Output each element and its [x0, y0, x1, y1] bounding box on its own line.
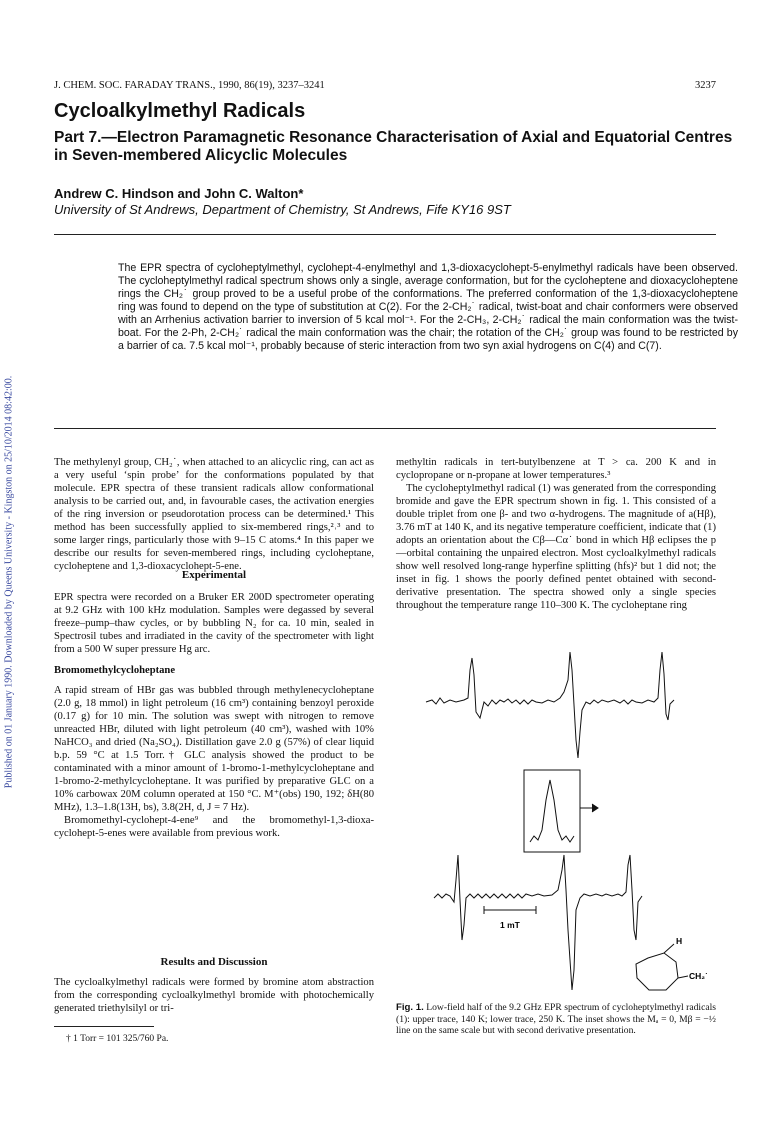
footnote: † 1 Torr = 101 325/760 Pa.	[66, 1034, 169, 1044]
right-column-text: methyltin radicals in tert-butylbenzene at T > ca. 200 K and in cyclopropane or n-propane at lower temperatures.³ The cycloheptylmethyl radical (1) was generated from the corresponding bromide and gave the EPR spectrum shown in fig. 1. This consisted of a double triplet from one β- and two α-hydrogens. The magnitude of a(Hβ), 3.76 mT at 140 K, and its negative temperature coefficient, indicate that (1) adopts an orientation about the Cβ—Cα˙ bond in which Hβ eclipses the p—orbital containing the unpaired electron. Most cycloalkylmethyl radicals show well resolved long-range hyperfine splitting (hfs)² but 1 did not; the inset in fig. 1 shows the poorly defined pentet obtained with second-derivative presentation. The spectra showed only a single species throughout the temperature range 110–300 K. The cycloheptane ring	[396, 457, 716, 611]
ring-ch2-label: CH₂˙	[689, 971, 708, 981]
abstract: The EPR spectra of cycloheptylmethyl, cyclohept-4-enylmethyl and 1,3-dioxacyclohept-5-enylmethyl radicals have been observed. The cycloheptylmethyl radical spectrum shows only a single, average conformation, but for the cycloheptene and dioxacycloheptene rings the CH₂˙ group proved to be a useful probe of the conformations. The preferred conformation of the 1,3-dioxacycloheptene ring was found to depend on the type of substitution at C(2). For the 2-CH₂˙ radical, twist-boat and chair conformers were observed with an Arrhenius activation barrier to inversion of 5 kcal mol⁻¹. For the 2-CH₃, 2-CH₂˙ radical the main conformation was the twist-boat. For the 2-Ph, 2-CH₂˙ radical the main conformation was the chair; the rotation of the CH₂˙ group was found to be restricted by a barrier of ca. 7.5 kcal mol⁻¹, probably because of steric interaction from two syn axial hydrogens on C(4) and C(7).	[118, 262, 738, 352]
experimental-paragraph: EPR spectra were recorded on a Bruker ER 200D spectrometer operating at 9.2 GHz with 100 kHz modulation. Samples were degassed by several freeze–pump–thaw cycles, or by bubbling N₂ for ca. 10 min, sealed in Spectrosil tubes and irradiated in the cavity of the spectrometer with light from a 500 W super pressure Hg arc.	[54, 592, 374, 655]
footnote-divider	[54, 1026, 154, 1027]
section-heading-results: Results and Discussion	[160, 956, 268, 968]
affiliation: University of St Andrews, Department of Chemistry, St Andrews, Fife KY16 9ST	[54, 202, 511, 217]
inset-trace	[530, 780, 574, 842]
figure-caption: Fig. 1. Low-field half of the 9.2 GHz EPR spectrum of cycloheptylmethyl radicals (1): upper trace, 140 K; lower trace, 250 K. The inset shows the Mₐ = 0, Mβ = −½ line on the same scale but with second derivative presentation.	[396, 1002, 717, 1036]
cycloheptyl-ring	[636, 953, 678, 990]
scale-bar-label: 1 mT	[500, 920, 520, 930]
abstract-divider	[54, 428, 716, 429]
ring-h-label: H	[676, 936, 683, 946]
article-title: Cycloalkylmethyl Radicals	[54, 100, 306, 122]
lower-spectrum-trace	[434, 855, 642, 990]
page-number: 3237	[695, 80, 716, 91]
journal-citation: J. CHEM. SOC. FARADAY TRANS., 1990, 86(19), 3237–3241	[54, 80, 325, 91]
download-watermark: Published on 01 January 1990. Downloaded by Queens University - Kingston on 25/10/2014 08:42:00.	[3, 375, 15, 789]
running-head	[54, 80, 716, 91]
epr-spectrum-figure	[396, 640, 716, 1025]
header-divider	[54, 234, 716, 235]
authors: Andrew C. Hindson and John C. Walton*	[54, 186, 304, 201]
upper-spectrum-trace	[426, 652, 674, 758]
section-heading-experimental: Experimental	[181, 569, 247, 581]
intro-paragraph: The methylenyl group, CH₂˙, when attached to an alicyclic ring, can act as a very useful ‘spin probe’ for the conformations populated by that molecule. EPR spectra of these transient radicals allow conformational analysis to be carried out, and, in favourable cases, the activation energies of the ring inversion or pseudorotation process can be determined.¹ This method has been successfully applied to six-membered rings,²˒³ and to some larger rings, particularly those with 9–15 C atoms.⁴ In this paper we describe our results for seven-membered rings, including cycloheptane, cycloheptene and 1,3-dioxacyclohept-5-ene.	[54, 457, 374, 572]
figure-caption-label: Fig. 1.	[396, 1002, 424, 1013]
preparation-paragraph: A rapid stream of HBr gas was bubbled through methylenecycloheptane (2.0 g, 18 mmol) in light petroleum (16 cm³) containing benzoyl peroxide (0.17 g) for 10 min. The solution was swept with nitrogen to remove unreacted HBr, diluted with light petroleum (40 cm³), washed with 10% NaHCO₃ and dried (Na₂SO₄). Distillation gave 2.0 g (57%) of clear liquid b.p. 59 °C at 1.5 Torr.† GLC analysis showed the product to be contaminated with a minor amount of 1-bromo-1-methylcycloheptane and 1-bromo-2-methylcycloheptane. It was purified by preparative GLC on a 10% carbowax 20M column operated at 150 °C. M⁺(obs) 190, 192; δH(80 MHz), 1.3–1.8(13H, bs), 3.8(2H, d, J = 7 Hz). Bromomethyl-cyclohept-4-ene⁹ and the bromomethyl-1,3-dioxa-cyclohept-5-enes were available from previous work.	[54, 685, 374, 839]
results-paragraph: The cycloalkylmethyl radicals were formed by bromine atom abstraction from the corresponding cycloalkylmethyl bromide with photochemically generated triethylsilyl or tri-	[54, 977, 374, 1014]
subsection-heading: Bromomethylcycloheptane	[54, 665, 176, 676]
article-subtitle: Part 7.—Electron Paramagnetic Resonance Characterisation of Axial and Equatorial Centres in Seven-membered Alicyclic Molecules	[54, 129, 733, 164]
